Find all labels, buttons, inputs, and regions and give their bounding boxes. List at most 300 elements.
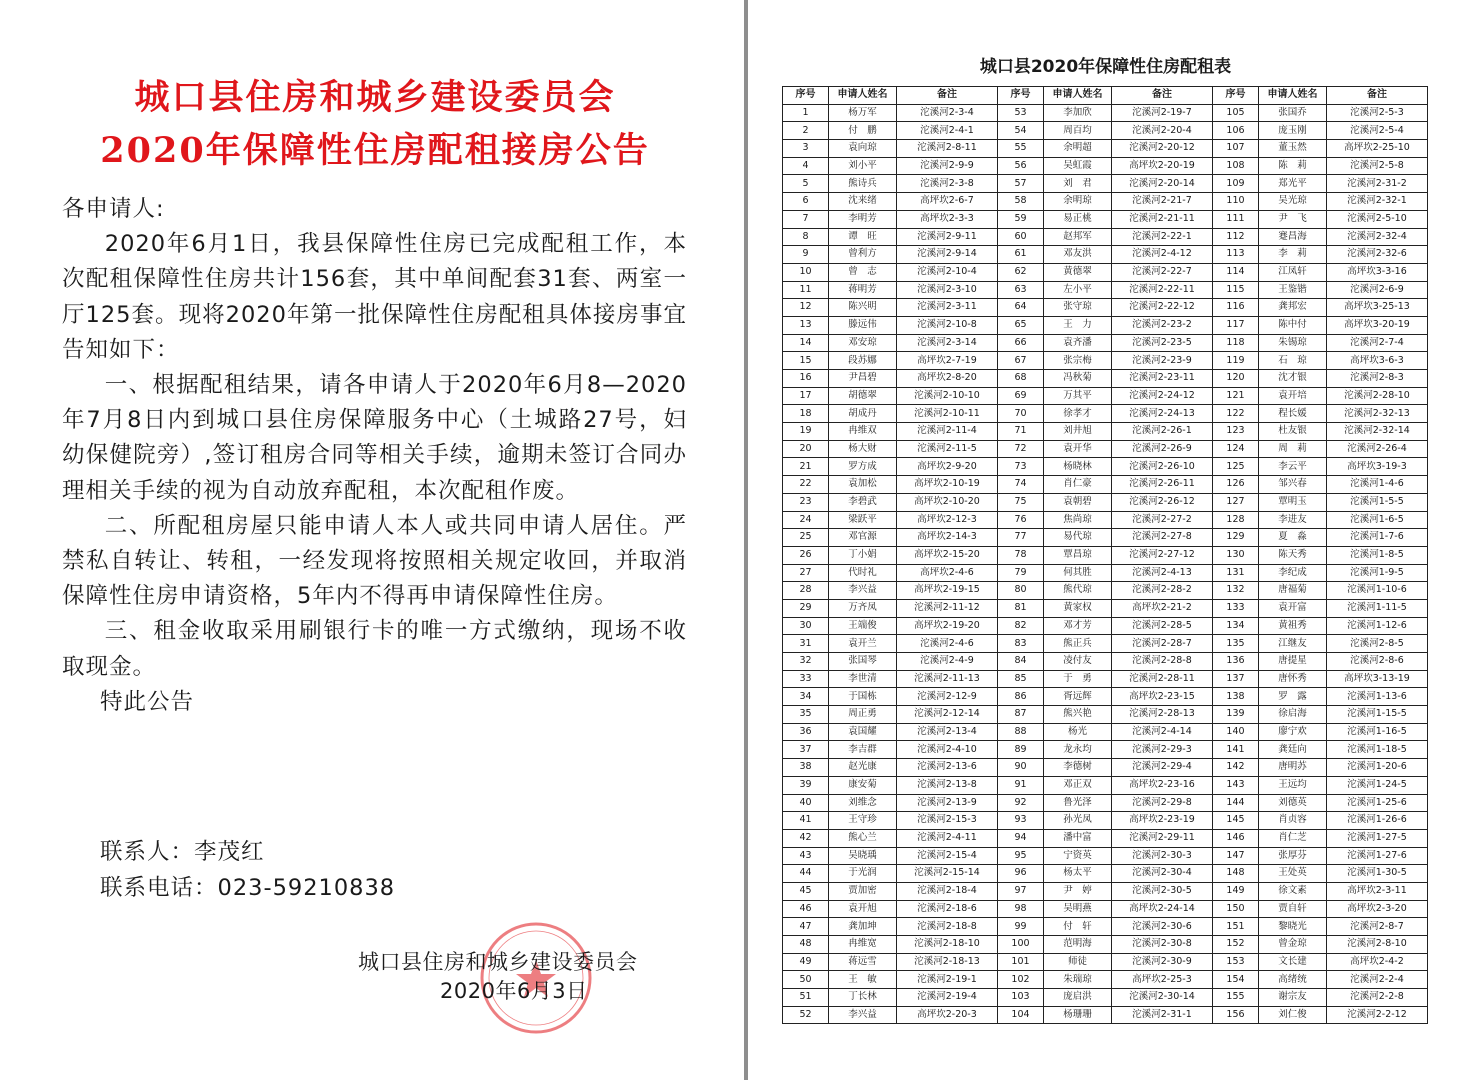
cell-applicant-name: 龙永均 xyxy=(1044,741,1112,759)
cell-serial-no: 123 xyxy=(1213,423,1259,441)
cell-applicant-name: 江继友 xyxy=(1259,635,1327,653)
cell-serial-no: 52 xyxy=(783,1006,829,1024)
cell-remark-unit: 沱溪河2-3-14 xyxy=(897,334,998,352)
cell-applicant-name: 肖贞容 xyxy=(1259,812,1327,830)
cell-serial-no: 13 xyxy=(783,316,829,334)
cell-serial-no: 61 xyxy=(998,246,1044,264)
cell-remark-unit: 高坪坎2-21-2 xyxy=(1112,599,1213,617)
cell-remark-unit: 高坪坎2-23-19 xyxy=(1112,812,1213,830)
cell-applicant-name: 杨珊珊 xyxy=(1044,1006,1112,1024)
cell-serial-no: 103 xyxy=(998,989,1044,1007)
table-row xyxy=(783,458,1428,476)
cell-applicant-name: 朱锡琼 xyxy=(1259,334,1327,352)
cell-remark-unit: 沱溪河2-4-12 xyxy=(1112,246,1213,264)
table-row xyxy=(783,193,1428,211)
cell-applicant-name: 冯秋菊 xyxy=(1044,370,1112,388)
announcement-title-subject: 2020年保障性住房配租接房公告 xyxy=(100,130,650,171)
cell-applicant-name: 范明海 xyxy=(1044,936,1112,954)
cell-remark-unit: 高坪坎2-15-20 xyxy=(897,546,998,564)
cell-applicant-name: 吴虹霞 xyxy=(1044,157,1112,175)
table-row xyxy=(783,246,1428,264)
cell-applicant-name: 尹 婷 xyxy=(1044,882,1112,900)
cell-serial-no: 101 xyxy=(998,953,1044,971)
cell-remark-unit: 沱溪河2-28-7 xyxy=(1112,635,1213,653)
header-name: 申请人姓名 xyxy=(1259,87,1327,105)
cell-applicant-name: 程长媛 xyxy=(1259,405,1327,423)
cell-serial-no: 148 xyxy=(1213,865,1259,883)
cell-remark-unit: 沱溪河2-5-8 xyxy=(1327,157,1428,175)
cell-serial-no: 29 xyxy=(783,599,829,617)
cell-applicant-name: 杨太平 xyxy=(1044,865,1112,883)
cell-serial-no: 55 xyxy=(998,140,1044,158)
cell-serial-no: 10 xyxy=(783,263,829,281)
cell-serial-no: 56 xyxy=(998,157,1044,175)
cell-serial-no: 43 xyxy=(783,847,829,865)
table-row xyxy=(783,900,1428,918)
cell-serial-no: 22 xyxy=(783,476,829,494)
cell-serial-no: 141 xyxy=(1213,741,1259,759)
cell-serial-no: 81 xyxy=(998,599,1044,617)
cell-serial-no: 69 xyxy=(998,387,1044,405)
cell-serial-no: 100 xyxy=(998,936,1044,954)
cell-remark-unit: 沱溪河1-5-5 xyxy=(1327,493,1428,511)
cell-serial-no: 116 xyxy=(1213,299,1259,317)
cell-applicant-name: 郑光平 xyxy=(1259,175,1327,193)
cell-serial-no: 147 xyxy=(1213,847,1259,865)
table-row xyxy=(783,175,1428,193)
cell-serial-no: 19 xyxy=(783,423,829,441)
closing-text: 特此公告 xyxy=(100,688,195,715)
cell-applicant-name: 王守珍 xyxy=(829,812,897,830)
cell-serial-no: 34 xyxy=(783,688,829,706)
rental-allocation-table xyxy=(782,86,1428,1024)
cell-serial-no: 58 xyxy=(998,193,1044,211)
cell-applicant-name: 杨大财 xyxy=(829,440,897,458)
cell-serial-no: 71 xyxy=(998,423,1044,441)
paragraph-intro: 2020年6月1日，我县保障性住房已完成配租工作，本次配租保障性住房共计156套，其中单间配套31套、两室一厅125套。现将2020年第一批保障性住房配租具体接房事宜告知如下： xyxy=(62,231,687,363)
cell-serial-no: 74 xyxy=(998,476,1044,494)
cell-applicant-name: 李云平 xyxy=(1259,458,1327,476)
cell-serial-no: 94 xyxy=(998,829,1044,847)
rental-table-page xyxy=(748,0,1463,1080)
cell-remark-unit: 高坪坎2-20-19 xyxy=(1112,157,1213,175)
cell-serial-no: 91 xyxy=(998,776,1044,794)
paragraph-item-1: 一、根据配租结果，请各申请人于2020年6月8—2020年7月8日内到城口县住房保障服务中心（土城路27号，妇幼保健院旁）,签订租房合同等相关手续，逾期未签订合同办理相关手续的视为自动放弃配租，本次配租作废。 xyxy=(62,372,687,504)
cell-applicant-name: 王远均 xyxy=(1259,776,1327,794)
cell-remark-unit: 沱溪河2-20-12 xyxy=(1112,140,1213,158)
cell-remark-unit: 沱溪河2-18-13 xyxy=(897,953,998,971)
header-no: 序号 xyxy=(783,87,829,105)
cell-remark-unit: 沱溪河2-13-9 xyxy=(897,794,998,812)
cell-applicant-name: 邓友洪 xyxy=(1044,246,1112,264)
cell-serial-no: 76 xyxy=(998,511,1044,529)
cell-applicant-name: 熊心兰 xyxy=(829,829,897,847)
cell-remark-unit: 高坪坎2-9-20 xyxy=(897,458,998,476)
table-row xyxy=(783,1006,1428,1024)
cell-applicant-name: 龚邦宏 xyxy=(1259,299,1327,317)
cell-remark-unit: 沱溪河2-10-8 xyxy=(897,316,998,334)
cell-remark-unit: 沱溪河2-15-3 xyxy=(897,812,998,830)
cell-applicant-name: 余明琼 xyxy=(1044,193,1112,211)
cell-applicant-name: 廖宁欢 xyxy=(1259,723,1327,741)
cell-serial-no: 33 xyxy=(783,670,829,688)
cell-applicant-name: 熊兴艳 xyxy=(1044,706,1112,724)
table-row xyxy=(783,582,1428,600)
cell-serial-no: 12 xyxy=(783,299,829,317)
cell-applicant-name: 付 鹏 xyxy=(829,122,897,140)
cell-remark-unit: 沱溪河2-23-2 xyxy=(1112,316,1213,334)
cell-applicant-name: 黎晓光 xyxy=(1259,918,1327,936)
cell-serial-no: 127 xyxy=(1213,493,1259,511)
cell-serial-no: 89 xyxy=(998,741,1044,759)
cell-applicant-name: 沈来绪 xyxy=(829,193,897,211)
cell-serial-no: 87 xyxy=(998,706,1044,724)
cell-serial-no: 134 xyxy=(1213,617,1259,635)
cell-remark-unit: 沱溪河1-24-5 xyxy=(1327,776,1428,794)
cell-applicant-name: 易代琼 xyxy=(1044,529,1112,547)
cell-applicant-name: 文长建 xyxy=(1259,953,1327,971)
cell-remark-unit: 沱溪河2-27-12 xyxy=(1112,546,1213,564)
cell-remark-unit: 沱溪河2-15-14 xyxy=(897,865,998,883)
header-remark: 备注 xyxy=(1112,87,1213,105)
cell-applicant-name: 于国栋 xyxy=(829,688,897,706)
cell-serial-no: 88 xyxy=(998,723,1044,741)
cell-remark-unit: 沱溪河2-24-13 xyxy=(1112,405,1213,423)
cell-applicant-name: 邓正双 xyxy=(1044,776,1112,794)
cell-remark-unit: 沱溪河2-3-10 xyxy=(897,281,998,299)
cell-remark-unit: 沱溪河2-30-5 xyxy=(1112,882,1213,900)
cell-serial-no: 32 xyxy=(783,653,829,671)
cell-applicant-name: 陈 莉 xyxy=(1259,157,1327,175)
cell-serial-no: 5 xyxy=(783,175,829,193)
cell-remark-unit: 高坪坎2-3-11 xyxy=(1327,882,1428,900)
cell-remark-unit: 沱溪河2-4-14 xyxy=(1112,723,1213,741)
cell-remark-unit: 沱溪河2-28-5 xyxy=(1112,617,1213,635)
table-row xyxy=(783,546,1428,564)
cell-remark-unit: 沱溪河2-18-4 xyxy=(897,882,998,900)
cell-applicant-name: 庞玉刚 xyxy=(1259,122,1327,140)
cell-applicant-name: 刘小平 xyxy=(829,157,897,175)
cell-applicant-name: 冉维双 xyxy=(829,423,897,441)
cell-remark-unit: 沱溪河2-8-7 xyxy=(1327,918,1428,936)
cell-serial-no: 143 xyxy=(1213,776,1259,794)
cell-remark-unit: 沱溪河2-2-12 xyxy=(1327,1006,1428,1024)
cell-applicant-name: 丁小娟 xyxy=(829,546,897,564)
table-row xyxy=(783,423,1428,441)
cell-serial-no: 140 xyxy=(1213,723,1259,741)
cell-serial-no: 106 xyxy=(1213,122,1259,140)
cell-applicant-name: 胡德翠 xyxy=(829,387,897,405)
cell-applicant-name: 康安菊 xyxy=(829,776,897,794)
cell-applicant-name: 庞启洪 xyxy=(1044,989,1112,1007)
cell-serial-no: 3 xyxy=(783,140,829,158)
cell-applicant-name: 刘 君 xyxy=(1044,175,1112,193)
cell-applicant-name: 袁向琼 xyxy=(829,140,897,158)
cell-remark-unit: 沱溪河2-32-13 xyxy=(1327,405,1428,423)
cell-applicant-name: 龚加坤 xyxy=(829,918,897,936)
cell-serial-no: 14 xyxy=(783,334,829,352)
cell-remark-unit: 高坪坎3-19-3 xyxy=(1327,458,1428,476)
cell-serial-no: 111 xyxy=(1213,210,1259,228)
cell-serial-no: 6 xyxy=(783,193,829,211)
cell-remark-unit: 高坪坎3-3-16 xyxy=(1327,263,1428,281)
cell-applicant-name: 王 敏 xyxy=(829,971,897,989)
cell-remark-unit: 沱溪河2-22-12 xyxy=(1112,299,1213,317)
cell-applicant-name: 邓官源 xyxy=(829,529,897,547)
header-no: 序号 xyxy=(1213,87,1259,105)
table-row xyxy=(783,140,1428,158)
cell-applicant-name: 宁资英 xyxy=(1044,847,1112,865)
cell-remark-unit: 沱溪河2-8-3 xyxy=(1327,370,1428,388)
cell-remark-unit: 沱溪河2-30-3 xyxy=(1112,847,1213,865)
cell-applicant-name: 滕远伟 xyxy=(829,316,897,334)
cell-remark-unit: 沱溪河2-12-9 xyxy=(897,688,998,706)
table-row xyxy=(783,440,1428,458)
cell-applicant-name: 黄德翠 xyxy=(1044,263,1112,281)
cell-remark-unit: 沱溪河1-7-6 xyxy=(1327,529,1428,547)
cell-remark-unit: 沱溪河1-15-5 xyxy=(1327,706,1428,724)
cell-remark-unit: 沱溪河2-28-11 xyxy=(1112,670,1213,688)
table-row xyxy=(783,971,1428,989)
cell-applicant-name: 蒋远雪 xyxy=(829,953,897,971)
cell-serial-no: 124 xyxy=(1213,440,1259,458)
cell-applicant-name: 覃明玉 xyxy=(1259,493,1327,511)
cell-serial-no: 39 xyxy=(783,776,829,794)
table-row xyxy=(783,599,1428,617)
cell-remark-unit: 沱溪河2-22-1 xyxy=(1112,228,1213,246)
cell-serial-no: 120 xyxy=(1213,370,1259,388)
cell-remark-unit: 沱溪河2-32-4 xyxy=(1327,228,1428,246)
table-row xyxy=(783,299,1428,317)
cell-remark-unit: 高坪坎2-10-19 xyxy=(897,476,998,494)
cell-remark-unit: 高坪坎3-20-19 xyxy=(1327,316,1428,334)
cell-serial-no: 90 xyxy=(998,759,1044,777)
cell-applicant-name: 周正勇 xyxy=(829,706,897,724)
cell-serial-no: 46 xyxy=(783,900,829,918)
cell-remark-unit: 沱溪河2-26-12 xyxy=(1112,493,1213,511)
cell-applicant-name: 刘德英 xyxy=(1259,794,1327,812)
cell-remark-unit: 沱溪河2-11-5 xyxy=(897,440,998,458)
cell-serial-no: 107 xyxy=(1213,140,1259,158)
cell-serial-no: 114 xyxy=(1213,263,1259,281)
cell-remark-unit: 沱溪河1-13-6 xyxy=(1327,688,1428,706)
cell-remark-unit: 沱溪河2-11-13 xyxy=(897,670,998,688)
cell-applicant-name: 徐启海 xyxy=(1259,706,1327,724)
cell-serial-no: 15 xyxy=(783,352,829,370)
table-row xyxy=(783,493,1428,511)
cell-applicant-name: 焦尚琼 xyxy=(1044,511,1112,529)
cell-serial-no: 26 xyxy=(783,546,829,564)
cell-remark-unit: 沱溪河2-32-14 xyxy=(1327,423,1428,441)
table-row xyxy=(783,953,1428,971)
cell-remark-unit: 沱溪河2-2-4 xyxy=(1327,971,1428,989)
cell-applicant-name: 唐提星 xyxy=(1259,653,1327,671)
cell-serial-no: 70 xyxy=(998,405,1044,423)
cell-remark-unit: 沱溪河2-20-4 xyxy=(1112,122,1213,140)
cell-applicant-name: 刘井旭 xyxy=(1044,423,1112,441)
table-row xyxy=(783,281,1428,299)
cell-applicant-name: 唐明苏 xyxy=(1259,759,1327,777)
table-row xyxy=(783,865,1428,883)
cell-applicant-name: 李世清 xyxy=(829,670,897,688)
cell-serial-no: 40 xyxy=(783,794,829,812)
cell-applicant-name: 熊代琼 xyxy=(1044,582,1112,600)
cell-applicant-name: 贾加密 xyxy=(829,882,897,900)
cell-applicant-name: 师徒 xyxy=(1044,953,1112,971)
cell-remark-unit: 沱溪河2-3-8 xyxy=(897,175,998,193)
table-title: 城口县2020年保障性住房配租表 xyxy=(979,57,1232,77)
cell-applicant-name: 黄祖秀 xyxy=(1259,617,1327,635)
cell-remark-unit: 沱溪河2-28-8 xyxy=(1112,653,1213,671)
cell-serial-no: 155 xyxy=(1213,989,1259,1007)
paragraph-item-3: 三、租金收取采用刷银行卡的唯一方式缴纳，现场不收取现金。 xyxy=(62,618,687,680)
cell-serial-no: 144 xyxy=(1213,794,1259,812)
cell-remark-unit: 沱溪河2-21-11 xyxy=(1112,210,1213,228)
cell-applicant-name: 李碧武 xyxy=(829,493,897,511)
cell-remark-unit: 沱溪河2-4-1 xyxy=(897,122,998,140)
cell-serial-no: 86 xyxy=(998,688,1044,706)
cell-remark-unit: 高坪坎2-14-3 xyxy=(897,529,998,547)
table-row xyxy=(783,387,1428,405)
header-remark: 备注 xyxy=(897,87,998,105)
header-name: 申请人姓名 xyxy=(829,87,897,105)
cell-applicant-name: 吴明燕 xyxy=(1044,900,1112,918)
cell-serial-no: 8 xyxy=(783,228,829,246)
cell-remark-unit: 高坪坎2-7-19 xyxy=(897,352,998,370)
cell-remark-unit: 高坪坎2-6-7 xyxy=(897,193,998,211)
cell-applicant-name: 袁开华 xyxy=(1044,440,1112,458)
cell-applicant-name: 陈兴明 xyxy=(829,299,897,317)
cell-remark-unit: 沱溪河2-29-11 xyxy=(1112,829,1213,847)
cell-remark-unit: 沱溪河2-19-4 xyxy=(897,989,998,1007)
cell-remark-unit: 沱溪河1-16-5 xyxy=(1327,723,1428,741)
cell-remark-unit: 沱溪河1-9-5 xyxy=(1327,564,1428,582)
cell-remark-unit: 沱溪河2-23-9 xyxy=(1112,352,1213,370)
cell-remark-unit: 高坪坎2-3-20 xyxy=(1327,900,1428,918)
cell-serial-no: 35 xyxy=(783,706,829,724)
cell-serial-no: 128 xyxy=(1213,511,1259,529)
cell-applicant-name: 李 莉 xyxy=(1259,246,1327,264)
cell-applicant-name: 孙光凤 xyxy=(1044,812,1112,830)
table-row xyxy=(783,688,1428,706)
cell-remark-unit: 高坪坎2-4-2 xyxy=(1327,953,1428,971)
cell-applicant-name: 吴晓瑀 xyxy=(829,847,897,865)
signature-date: 2020年6月3日 xyxy=(440,979,588,1003)
cell-applicant-name: 李加欣 xyxy=(1044,104,1112,122)
cell-remark-unit: 沱溪河2-7-4 xyxy=(1327,334,1428,352)
cell-serial-no: 48 xyxy=(783,936,829,954)
cell-serial-no: 110 xyxy=(1213,193,1259,211)
cell-serial-no: 77 xyxy=(998,529,1044,547)
cell-serial-no: 145 xyxy=(1213,812,1259,830)
cell-applicant-name: 李吉群 xyxy=(829,741,897,759)
cell-remark-unit: 沱溪河2-28-2 xyxy=(1112,582,1213,600)
table-row xyxy=(783,794,1428,812)
cell-applicant-name: 王鉴锴 xyxy=(1259,281,1327,299)
cell-remark-unit: 沱溪河2-4-9 xyxy=(897,653,998,671)
cell-remark-unit: 沱溪河2-20-14 xyxy=(1112,175,1213,193)
cell-serial-no: 60 xyxy=(998,228,1044,246)
cell-applicant-name: 胡成丹 xyxy=(829,405,897,423)
cell-serial-no: 156 xyxy=(1213,1006,1259,1024)
table-row xyxy=(783,847,1428,865)
cell-applicant-name: 徐文素 xyxy=(1259,882,1327,900)
cell-serial-no: 68 xyxy=(998,370,1044,388)
cell-applicant-name: 袁开兰 xyxy=(829,635,897,653)
cell-serial-no: 38 xyxy=(783,759,829,777)
cell-remark-unit: 沱溪河2-18-6 xyxy=(897,900,998,918)
cell-serial-no: 109 xyxy=(1213,175,1259,193)
cell-remark-unit: 沱溪河2-30-6 xyxy=(1112,918,1213,936)
cell-applicant-name: 罗 露 xyxy=(1259,688,1327,706)
cell-remark-unit: 沱溪河2-3-11 xyxy=(897,299,998,317)
table-row xyxy=(783,653,1428,671)
cell-applicant-name: 张守琼 xyxy=(1044,299,1112,317)
cell-applicant-name: 张宗梅 xyxy=(1044,352,1112,370)
cell-serial-no: 126 xyxy=(1213,476,1259,494)
cell-serial-no: 85 xyxy=(998,670,1044,688)
cell-applicant-name: 谭 旺 xyxy=(829,228,897,246)
cell-serial-no: 105 xyxy=(1213,104,1259,122)
cell-serial-no: 30 xyxy=(783,617,829,635)
salutation: 各申请人: xyxy=(62,196,165,222)
cell-remark-unit: 高坪坎2-10-20 xyxy=(897,493,998,511)
cell-serial-no: 136 xyxy=(1213,653,1259,671)
cell-applicant-name: 熊诗兵 xyxy=(829,175,897,193)
cell-remark-unit: 沱溪河2-19-1 xyxy=(897,971,998,989)
cell-applicant-name: 张厚芬 xyxy=(1259,847,1327,865)
cell-applicant-name: 段苏娜 xyxy=(829,352,897,370)
cell-remark-unit: 沱溪河2-28-10 xyxy=(1327,387,1428,405)
cell-applicant-name: 覃昌琼 xyxy=(1044,546,1112,564)
cell-remark-unit: 沱溪河2-8-11 xyxy=(897,140,998,158)
cell-serial-no: 119 xyxy=(1213,352,1259,370)
cell-serial-no: 66 xyxy=(998,334,1044,352)
cell-serial-no: 20 xyxy=(783,440,829,458)
cell-remark-unit: 沱溪河1-18-5 xyxy=(1327,741,1428,759)
cell-serial-no: 93 xyxy=(998,812,1044,830)
cell-remark-unit: 高坪坎2-19-20 xyxy=(897,617,998,635)
cell-serial-no: 47 xyxy=(783,918,829,936)
cell-serial-no: 59 xyxy=(998,210,1044,228)
cell-serial-no: 28 xyxy=(783,582,829,600)
cell-remark-unit: 高坪坎2-4-6 xyxy=(897,564,998,582)
cell-serial-no: 97 xyxy=(998,882,1044,900)
cell-serial-no: 96 xyxy=(998,865,1044,883)
cell-serial-no: 104 xyxy=(998,1006,1044,1024)
cell-applicant-name: 肖仁芝 xyxy=(1259,829,1327,847)
table-row xyxy=(783,918,1428,936)
cell-remark-unit: 沱溪河1-11-5 xyxy=(1327,599,1428,617)
table-row xyxy=(783,723,1428,741)
cell-applicant-name: 杜友银 xyxy=(1259,423,1327,441)
cell-remark-unit: 沱溪河1-25-6 xyxy=(1327,794,1428,812)
cell-applicant-name: 吴光琼 xyxy=(1259,193,1327,211)
cell-applicant-name: 李纪成 xyxy=(1259,564,1327,582)
cell-applicant-name: 杨光 xyxy=(1044,723,1112,741)
cell-remark-unit: 沱溪河2-31-1 xyxy=(1112,1006,1213,1024)
cell-applicant-name: 万其平 xyxy=(1044,387,1112,405)
cell-applicant-name: 于光润 xyxy=(829,865,897,883)
cell-applicant-name: 赵光康 xyxy=(829,759,897,777)
cell-remark-unit: 高坪坎2-12-3 xyxy=(897,511,998,529)
cell-applicant-name: 曾 志 xyxy=(829,263,897,281)
cell-serial-no: 31 xyxy=(783,635,829,653)
cell-remark-unit: 沱溪河2-5-4 xyxy=(1327,122,1428,140)
header-no: 序号 xyxy=(998,87,1044,105)
cell-remark-unit: 沱溪河2-2-8 xyxy=(1327,989,1428,1007)
cell-serial-no: 92 xyxy=(998,794,1044,812)
